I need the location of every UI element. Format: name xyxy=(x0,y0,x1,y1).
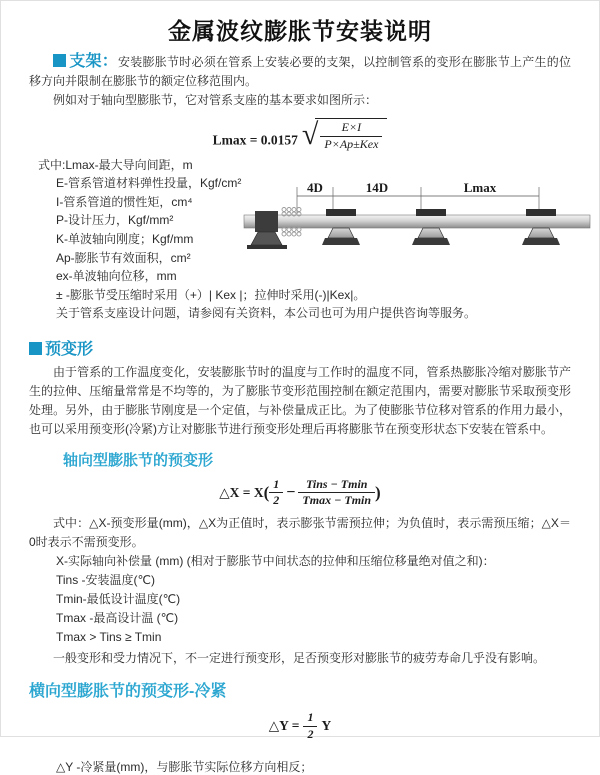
pipe-support-diagram xyxy=(244,178,596,274)
definition-line: ± -膨胀节受压缩时采用（+）| Kex |；拉伸时采用(-)|Kex|。 xyxy=(56,287,366,302)
delta-y-note: △Y -冷紧量(mm)，与膨胀节实际位移方向相反； xyxy=(56,759,313,774)
delta-y-numerator: 1 xyxy=(303,711,317,727)
support-heading-label: 支架： xyxy=(69,53,118,70)
open-paren: ( xyxy=(263,482,270,502)
pipe xyxy=(244,215,590,228)
definition-line: Ap-膨胀节有效面积，cm² xyxy=(56,250,191,265)
section-marker-icon xyxy=(53,54,66,67)
definition-line: P-设计压力，Kgf/mm² xyxy=(56,213,174,228)
definition-line: 关于管系支座设计问题，请参阅有关资料，本公司也可为用户提供咨询等服务。 xyxy=(56,306,477,321)
half-denominator: 2 xyxy=(273,493,280,508)
section-marker-icon xyxy=(29,342,42,355)
dimension-label-14d: 14D xyxy=(365,179,389,195)
lateral-subsection-heading: 横向型膨胀节的预变形-冷紧 xyxy=(29,683,227,701)
axial-note-line: Tmin-最低设计温度(℃) xyxy=(56,592,181,607)
temperature-fraction xyxy=(298,478,375,509)
axial-subsection-heading: 轴向型膨胀节的预变形 xyxy=(63,451,214,469)
temp-numerator: Tins − Tmin xyxy=(298,478,375,494)
predeform-paragraph: 由于管系的工作温度变化，安装膨胀节时的温度与工作时的温度不同，管系热膨胀冷缩对膨胀节产生的拉伸、压缩量常常是不均等的，为了膨胀节变形范围控制在额定范围内，需要对膨胀节采取预变形处理。另外，由于膨胀节刚度是一个定值，与补偿量成正比。为了使膨胀节位移对管系的作用力最小，也可以采用预变形(冷紧)方让对膨胀节进行预变形处理后再将膨胀节在预变形状态下安装在管系中。 xyxy=(29,364,571,436)
variable-definitions-region xyxy=(38,156,599,324)
definition-line: E-管系管道材料弹性投量，Kgf/cm² xyxy=(56,176,242,191)
axial-note-line: Tins -安装温度(℃) xyxy=(56,573,156,588)
half-numerator: 1 xyxy=(269,478,283,494)
delta-x-formula xyxy=(1,478,599,509)
lmax-fraction xyxy=(320,121,382,152)
minus-operator: − xyxy=(286,483,296,501)
axial-note-line: Tmax > Tins ≥ Tmin xyxy=(56,630,162,645)
close-paren: ) xyxy=(375,482,381,502)
axial-note-line: Tmax -最高设计温 (℃) xyxy=(56,611,179,626)
predeform-heading-label: 预变形 xyxy=(45,340,94,358)
support-example-line: 例如对于轴向型膨胀节，它对管系支座的基本要求如图所示： xyxy=(53,93,378,107)
support-intro-paragraph xyxy=(29,52,571,91)
lmax-formula-lhs: Lmax = 0.0157 xyxy=(212,132,298,148)
sqrt-icon: √ xyxy=(301,118,319,152)
definition-line: ex-单波轴向位移，mm xyxy=(56,269,177,284)
predeform-section-heading xyxy=(29,336,599,359)
axial-note-line: X-实际轴向补偿量 (mm) (相对于膨胀节中间状态的拉伸和压缩位移量绝对值之和)： xyxy=(56,554,495,569)
axial-closing-note: 一般变形和受力情况下，不一定进行预变形，足否预变形对膨胀节的疲劳寿命几乎没有影响。 xyxy=(53,651,546,666)
temp-denominator: Tmax − Tmin xyxy=(302,493,372,508)
lmax-fraction-numerator: E×I xyxy=(320,121,382,137)
page-title: 金属波纹膨胀节安装说明 xyxy=(168,18,432,44)
definition-line: K-单波轴向刚度；Kgf/mm xyxy=(56,231,194,246)
delta-x-explanation: 式中：△X-预变形量(mm)，△X为正值时，表示膨张节需预拉伸；为负值时，表示需预压缩；△X＝0时表示不需预变形。 xyxy=(29,516,571,550)
delta-y-fraction xyxy=(303,711,317,742)
lmax-formula xyxy=(1,118,599,152)
half-fraction xyxy=(269,478,283,509)
dimension-label-lmax: Lmax xyxy=(463,179,497,195)
lmax-fraction-denominator: P×Ap±Kex xyxy=(324,136,379,151)
radical-sign xyxy=(302,118,387,152)
delta-y-formula xyxy=(1,711,599,742)
delta-x-lhs: △X = X xyxy=(219,484,264,500)
delta-y-denominator: 2 xyxy=(307,726,314,741)
support-section-heading xyxy=(53,53,118,70)
dimension-label-4d: 4D xyxy=(307,179,323,195)
delta-y-lhs: △Y = xyxy=(268,718,300,734)
support-intro-text: 安装膨胀节时必须在管系上安装必要的支架，以控制管系的变形在膨胀节上产生的位移方向并限制在膨胀节的额定位移范围内。 xyxy=(29,55,571,88)
definition-line: I-管系管道的惯性矩，cm⁴ xyxy=(56,194,193,209)
delta-y-rhs: Y xyxy=(321,718,332,734)
definition-line: 式中:Lmax-最大导向间距，m xyxy=(38,157,193,172)
